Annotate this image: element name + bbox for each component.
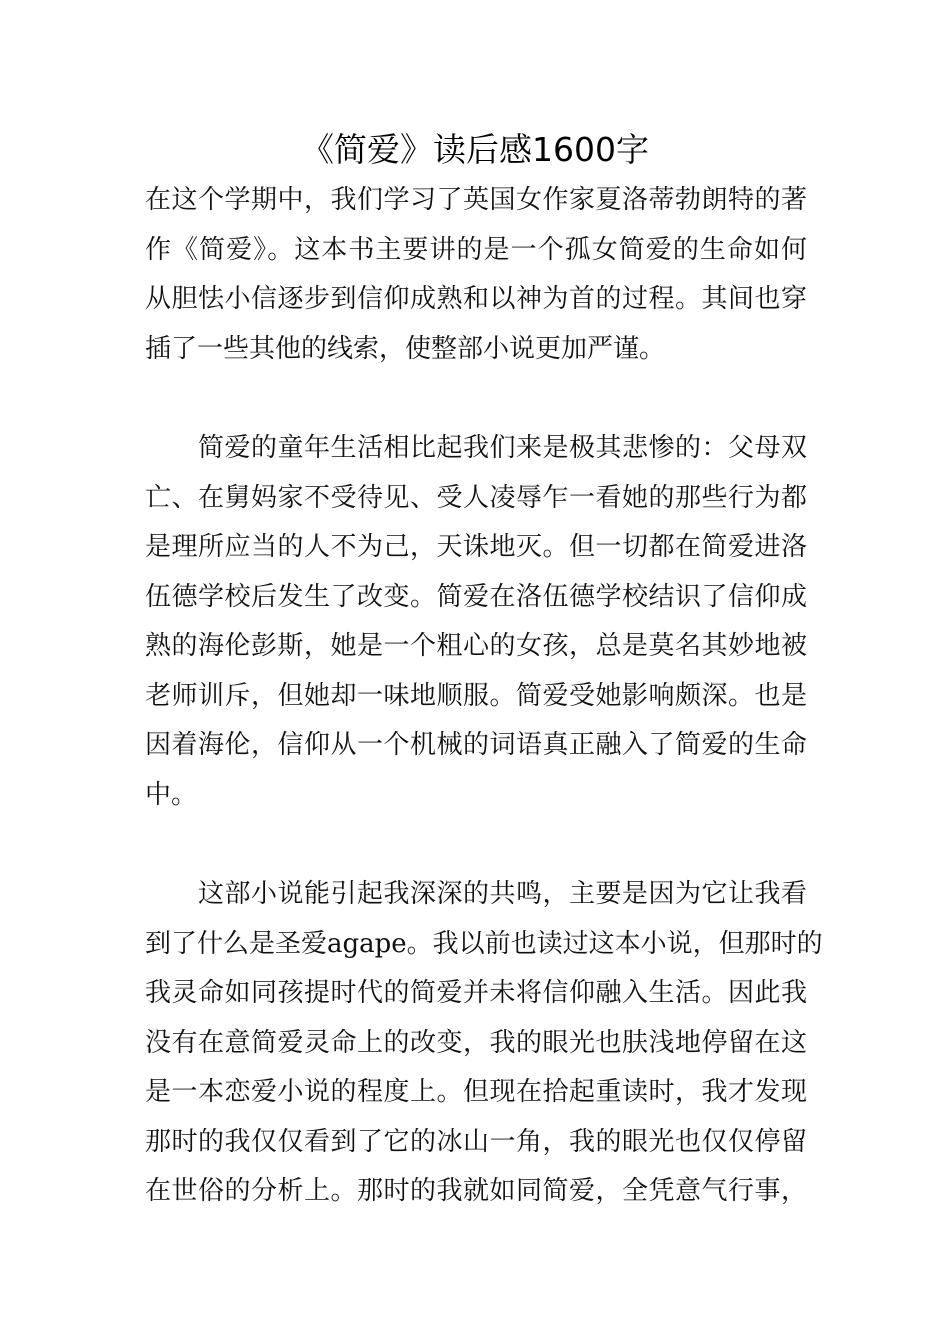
paragraph-2 bbox=[145, 424, 807, 820]
paragraph-line: 那时的我仅仅看到了它的冰山一角，我的眼光也仅仅停留 bbox=[145, 1126, 807, 1157]
paragraph-line: 我灵命如同孩提时代的简爱并未将信仰融入生活。因此我 bbox=[145, 978, 807, 1008]
paragraph-line: 老师训斥，但她却一味地顺服。简爱受她影响颇深。也是 bbox=[145, 680, 807, 711]
paragraph-line: 没有在意简爱灵命上的改变，我的眼光也肤浅地停留在这 bbox=[145, 1027, 807, 1058]
paragraph-line: 在世俗的分析上。那时的我就如同简爱，全凭意气行事， bbox=[145, 1176, 807, 1206]
paragraph-line: 这部小说能引起我深深的共鸣，主要是因为它让我看 bbox=[145, 879, 807, 909]
paragraph-line: 是理所应当的人不为己，天诛地灭。但一切都在简爱进洛 bbox=[145, 532, 807, 562]
paragraph-line: 亡、在舅妈家不受待见、受人凌辱乍一看她的那些行为都 bbox=[145, 482, 807, 513]
document-body bbox=[145, 176, 823, 1217]
paragraph-line: 伍德学校后发生了改变。简爱在洛伍德学校结识了信仰成 bbox=[145, 581, 807, 612]
paragraph-spacer bbox=[145, 820, 807, 870]
paragraph-line: 简爱的童年生活相比起我们来是极其悲惨的：父母双 bbox=[145, 433, 807, 463]
paragraph-line: 中。 bbox=[145, 779, 198, 810]
paragraph-1 bbox=[145, 176, 807, 374]
paragraph-line: 因着海伦，信仰从一个机械的词语真正融入了简爱的生命 bbox=[145, 730, 807, 760]
paragraph-line: 熟的海伦彭斯，她是一个粗心的女孩，总是莫名其妙地被 bbox=[145, 631, 807, 661]
document-title: 《简爱》读后感1600字 bbox=[301, 130, 649, 169]
paragraph-line: 到了什么是圣爱agape。我以前也读过这本小说，但那时的 bbox=[145, 928, 823, 959]
paragraph-line: 从胆怯小信逐步到信仰成熟和以神为首的过程。其间也穿 bbox=[145, 284, 807, 314]
paragraph-3 bbox=[145, 870, 823, 1217]
paragraph-line: 是一本恋爱小说的程度上。但现在拾起重读时，我才发现 bbox=[145, 1077, 807, 1107]
paragraph-line: 插了一些其他的线索，使整部小说更加严谨。 bbox=[145, 333, 666, 364]
paragraph-line: 在这个学期中，我们学习了英国女作家夏洛蒂勃朗特的著 bbox=[145, 185, 807, 215]
paragraph-line: 作《简爱》。这本书主要讲的是一个孤女简爱的生命如何 bbox=[145, 234, 807, 265]
paragraph-spacer bbox=[145, 374, 807, 424]
